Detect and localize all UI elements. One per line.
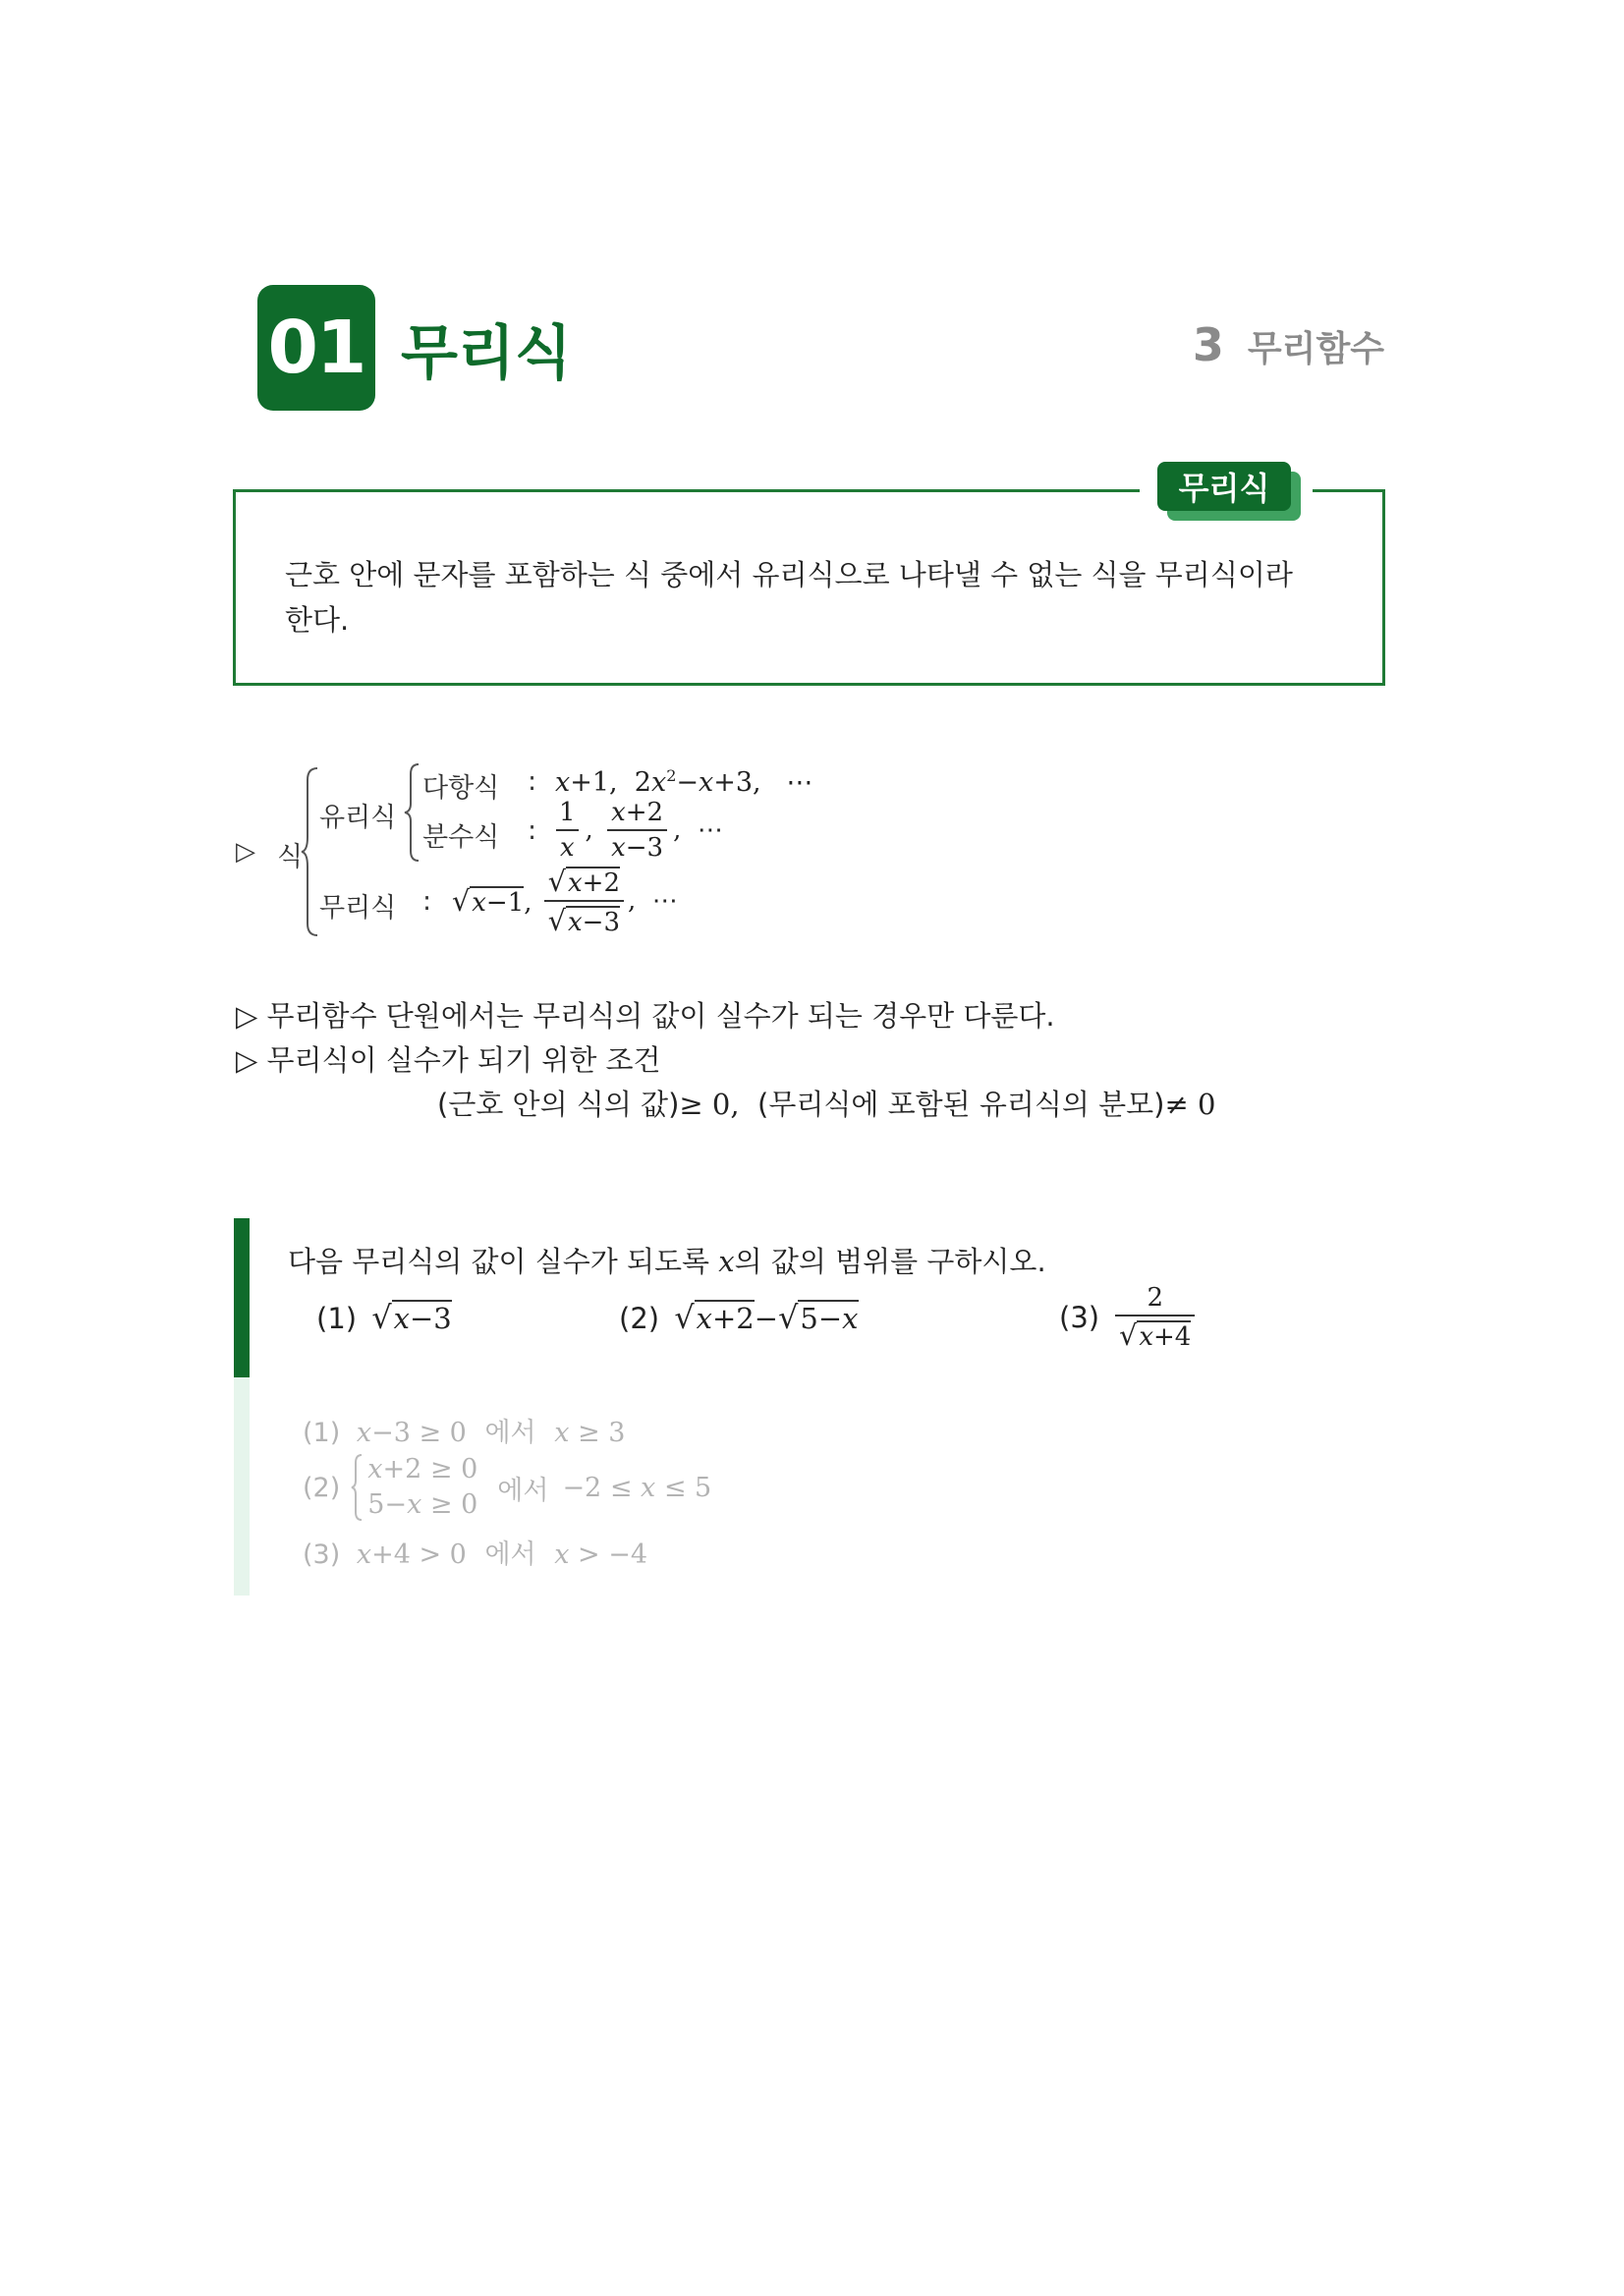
solution-label-2: (2) — [303, 1472, 341, 1503]
ellipsis: ⋯ — [651, 886, 678, 916]
inner-brace — [403, 762, 422, 863]
polynomial-label: 다항식 — [422, 773, 500, 804]
irrational-examples: √x−1, $\frac{√x+2}{√x-3}$ , ⋯ — [452, 865, 678, 937]
problem-item-3 — [1059, 1283, 1195, 1352]
solution-label-3: (3) — [303, 1540, 341, 1570]
item-label-2: (2) — [619, 1302, 660, 1335]
fractional-label: 분수식 — [422, 822, 500, 853]
note-2: ▷ 무리식이 실수가 되기 위한 조건 — [236, 1043, 661, 1077]
solution-2: (2) x+2 ≥ 0 5−x ≥ 0 에서 −2 ≤ x ≤ 5 — [303, 1454, 712, 1520]
triangle-marker: ▷ — [236, 837, 255, 867]
fraction-2-over-sqrt: $\frac{2}{√x+4}$ — [1115, 1283, 1195, 1352]
item-label-3: (3) — [1059, 1301, 1100, 1334]
question-part-2: 의 값의 범위를 구하시오. — [734, 1245, 1046, 1278]
note-1: ▷ 무리함수 단원에서는 무리식의 값이 실수가 되는 경우만 다룬다. — [236, 999, 1055, 1033]
solution-word: 에서 — [497, 1475, 549, 1506]
definition-line-2: 한다. — [285, 603, 350, 637]
question-part-1: 다음 무리식의 값이 실수가 되도록 — [288, 1245, 719, 1278]
problem-bar — [234, 1218, 250, 1377]
section-number-badge: 01 — [257, 285, 375, 411]
ellipsis: ⋯ — [786, 767, 813, 798]
solution-label-1: (1) — [303, 1418, 341, 1448]
polynomial-colon: : — [528, 766, 537, 797]
solution-word: 에서 — [484, 1540, 536, 1570]
condition-line: (근호 안의 식의 값)≥ 0, (무리식에 포함된 유리식의 분모)≠ 0 — [437, 1088, 1216, 1121]
polynomial-examples: x+1, $2x^2-x+3$, ⋯ — [555, 766, 813, 798]
problem-item-1: (1) √x−3 — [316, 1299, 452, 1336]
condition-part-1: (근호 안의 식의 값) — [437, 1088, 680, 1121]
ellipsis: ⋯ — [697, 815, 723, 845]
definition-line-1: 근호 안에 문자를 포함하는 식 중에서 유리식으로 나타낼 수 없는 식을 무리식이라 — [285, 558, 1293, 591]
solution-brace — [350, 1453, 365, 1522]
solution-1: (1) x−3 ≥ 0 에서 x ≥ 3 — [303, 1418, 626, 1448]
problem-item-2: (2) √x+2−√5−x — [619, 1299, 859, 1336]
solution-word: 에서 — [484, 1418, 536, 1448]
fraction-1-over-x: $\frac{1}{x}$ — [555, 798, 580, 863]
chapter-title: 무리함수 — [1247, 329, 1384, 369]
chapter-heading — [1193, 318, 1384, 371]
fractional-colon: : — [528, 815, 537, 846]
classification-root: 식 — [277, 842, 304, 872]
irrational-colon: : — [422, 886, 432, 917]
definition-text — [285, 552, 1326, 643]
solution-bar — [234, 1377, 250, 1596]
fraction-x-plus-2-over-x-minus-3: $\frac{x+2}{x-3}$ — [607, 798, 667, 863]
definition-tag: 무리식 — [1157, 462, 1291, 511]
irrational-label: 무리식 — [319, 893, 397, 924]
chapter-number: 3 — [1192, 318, 1224, 371]
outer-brace — [300, 766, 321, 937]
problem-question: 다음 무리식의 값이 실수가 되도록 x의 값의 범위를 구하시오. — [288, 1245, 1046, 1278]
solution-3: (3) x+4 > 0 에서 x > −4 — [303, 1540, 648, 1570]
fractional-examples: $\frac{1}{x}$ , $\frac{x+2}{x-3}$ , ⋯ — [555, 798, 723, 863]
section-title: 무리식 — [401, 319, 572, 388]
condition-part-2: (무리식에 포함된 유리식의 분모) — [757, 1088, 1165, 1121]
item-label-1: (1) — [316, 1302, 358, 1335]
rational-label: 유리식 — [319, 803, 397, 833]
fraction-sqrt-over-sqrt: $\frac{√x+2}{√x-3}$ — [544, 865, 624, 937]
